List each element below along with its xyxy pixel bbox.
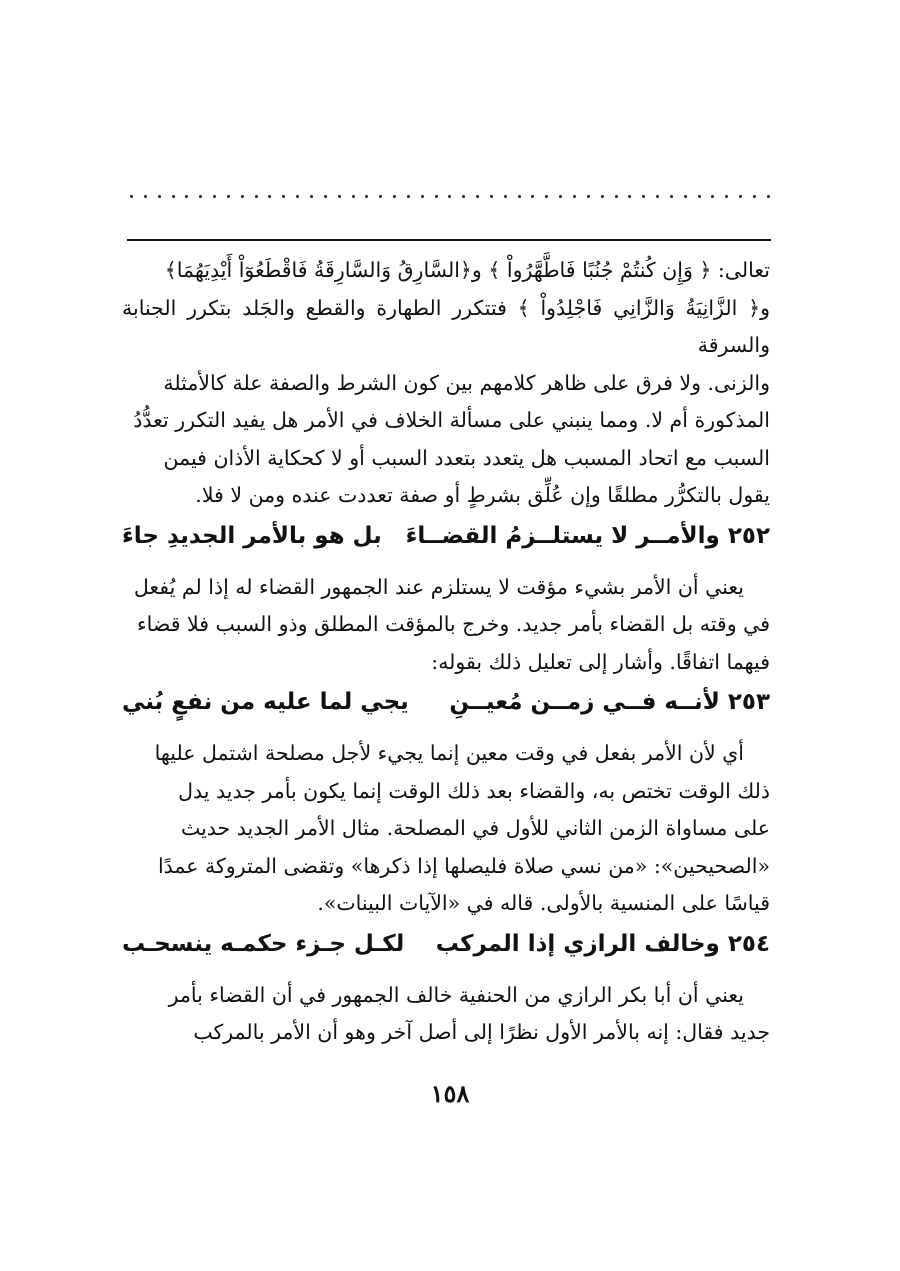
explanation-254 xyxy=(122,977,770,1052)
verse-hemistich-1: والأمــر لا يستلــزمُ القضــاءَ xyxy=(405,522,720,549)
text-line: تعالى: ﴿ وَإِن كُنتُمْ جُنُبًا فَاطَّهَّرُواْ ﴾ و﴿السَّارِقُ وَالسَّارِقَةُ فَاقْطَعُوٓاْ أَيْدِيَهُمَا﴾ xyxy=(164,258,770,282)
separator-dot xyxy=(587,195,590,198)
text-line: «الصحيحين»: «من نسي صلاة فليصلها إذا ذكرها» وتقضى المتروكة عمدًا xyxy=(157,853,770,878)
separator-dot xyxy=(601,195,604,198)
separator-dot xyxy=(282,195,285,198)
text-line: في وقته بل القضاء بأمر جديد. وخرج بالمؤقت المطلق وذو السبب فلا قضاء xyxy=(137,612,770,636)
separator-dot xyxy=(130,195,133,198)
dotted-separator xyxy=(130,184,770,208)
text-line: المذكورة أم لا. ومما ينبني على مسألة الخلاف في الأمر هل يفيد التكرر تعدُّدُ xyxy=(133,408,770,432)
separator-dot xyxy=(365,195,368,198)
separator-dot xyxy=(255,195,258,198)
verse-number-and-first-hemistich xyxy=(449,681,770,723)
separator-dot xyxy=(310,195,313,198)
continuation-paragraph xyxy=(122,252,770,515)
verse-number-and-first-hemistich xyxy=(436,923,770,965)
separator-dot xyxy=(559,195,562,198)
separator-dot xyxy=(739,195,742,198)
verse-number: ٢٥٣ xyxy=(727,689,770,715)
separator-dot xyxy=(199,195,202,198)
page-body xyxy=(122,252,770,1052)
separator-dot xyxy=(144,195,147,198)
text-line: و﴿ الزَّانِيَةُ وَالزَّانِي فَاجْلِدُواْ ﴾ فتتكرر الطهارة والقطع والجَلد بتكرر الجنابة والسرقة xyxy=(122,295,770,357)
separator-dot xyxy=(448,195,451,198)
verse-hemistich-1: لأنــه فــي زمــن مُعيــنِ xyxy=(449,689,720,715)
verse-hemistich-2: يجي لما عليه من نفعٍ بُني xyxy=(122,689,409,715)
separator-dot xyxy=(172,195,175,198)
separator-dot xyxy=(407,195,410,198)
separator-dot xyxy=(545,195,548,198)
verse-number: ٢٥٢ xyxy=(727,522,770,549)
separator-dot xyxy=(504,195,507,198)
text-line: جديد فقال: إنه بالأمر الأول نظرًا إلى أصل آخر وهو أن الأمر بالمركب xyxy=(193,1020,770,1044)
separator-dot xyxy=(227,195,230,198)
separator-dot xyxy=(711,195,714,198)
verse-hemistich-2: بل هو بالأمر الجديدِ جاءَ xyxy=(122,522,382,549)
separator-dot xyxy=(213,195,216,198)
separator-dot xyxy=(656,195,659,198)
separator-dot xyxy=(324,195,327,198)
separator-dot xyxy=(268,195,271,198)
separator-dot xyxy=(185,195,188,198)
separator-dot xyxy=(158,195,161,198)
separator-dot xyxy=(393,195,396,198)
separator-dot xyxy=(725,195,728,198)
text-line: يقول بالتكرُّر مطلقًا وإن عُلِّق بشرطٍ أو صفة تعددت عنده ومن لا فلا. xyxy=(195,483,770,507)
verse-hemistich-2: لكـل جـزء حكمـه ينسحـب xyxy=(122,930,405,957)
separator-dot xyxy=(296,195,299,198)
separator-dot xyxy=(518,195,521,198)
separator-dot xyxy=(462,195,465,198)
verse-number: ٢٥٤ xyxy=(727,930,770,957)
separator-dot xyxy=(352,195,355,198)
separator-dot xyxy=(531,195,534,198)
separator-dot xyxy=(767,195,770,198)
text-line: يعني أن أبا بكر الرازي من الحنفية خالف الجمهور في أن القضاء بأمر xyxy=(168,982,744,1007)
separator-dot xyxy=(615,195,618,198)
text-line: فيهما اتفاقًا. وأشار إلى تعليل ذلك بقوله: xyxy=(431,649,770,674)
text-line: ذلك الوقت تختص به، والقضاء بعد ذلك الوقت إنما يكون بأمر جديد يدل xyxy=(178,778,770,803)
separator-dot xyxy=(338,195,341,198)
separator-dot xyxy=(490,195,493,198)
text-line: على مساواة الزمن الثاني للأول في المصلحة. مثال الأمر الجديد حديث xyxy=(180,816,770,840)
separator-dot xyxy=(628,195,631,198)
separator-dot xyxy=(421,195,424,198)
separator-dot xyxy=(241,195,244,198)
verse-254 xyxy=(122,923,770,965)
separator-dot xyxy=(753,195,756,198)
separator-dot xyxy=(670,195,673,198)
separator-dot xyxy=(573,195,576,198)
text-line: أي لأن الأمر بفعل في وقت معين إنما يجيء لأجل مصلحة اشتمل عليها xyxy=(154,741,744,765)
separator-dot xyxy=(684,195,687,198)
separator-dot xyxy=(642,195,645,198)
footnote-rule xyxy=(127,239,771,241)
explanation-253 xyxy=(122,735,770,923)
text-line: السبب مع اتحاد المسبب هل يتعدد بتعدد السبب أو لا كحكاية الأذان فيمن xyxy=(163,445,770,470)
page-number: ١٥٨ xyxy=(430,1079,470,1108)
verse-253 xyxy=(122,681,770,723)
verse-hemistich-1: وخالف الرازي إذا المركب xyxy=(435,930,720,957)
separator-dot xyxy=(698,195,701,198)
verse-252 xyxy=(122,515,770,557)
explanation-252 xyxy=(122,569,770,682)
separator-dot xyxy=(379,195,382,198)
separator-dot xyxy=(476,195,479,198)
verse-number-and-first-hemistich xyxy=(406,515,770,557)
text-line: يعني أن الأمر بشيء مؤقت لا يستلزم عند الجمهور القضاء له إذا لم يُفعل xyxy=(133,574,744,599)
separator-dot xyxy=(435,195,438,198)
text-line: والزنى. ولا فرق على ظاهر كلامهم بين كون الشرط والصفة علة كالأمثلة xyxy=(163,370,770,395)
text-line: قياسًا على المنسية بالأولى. قاله في «الآيات البينات». xyxy=(317,891,770,915)
